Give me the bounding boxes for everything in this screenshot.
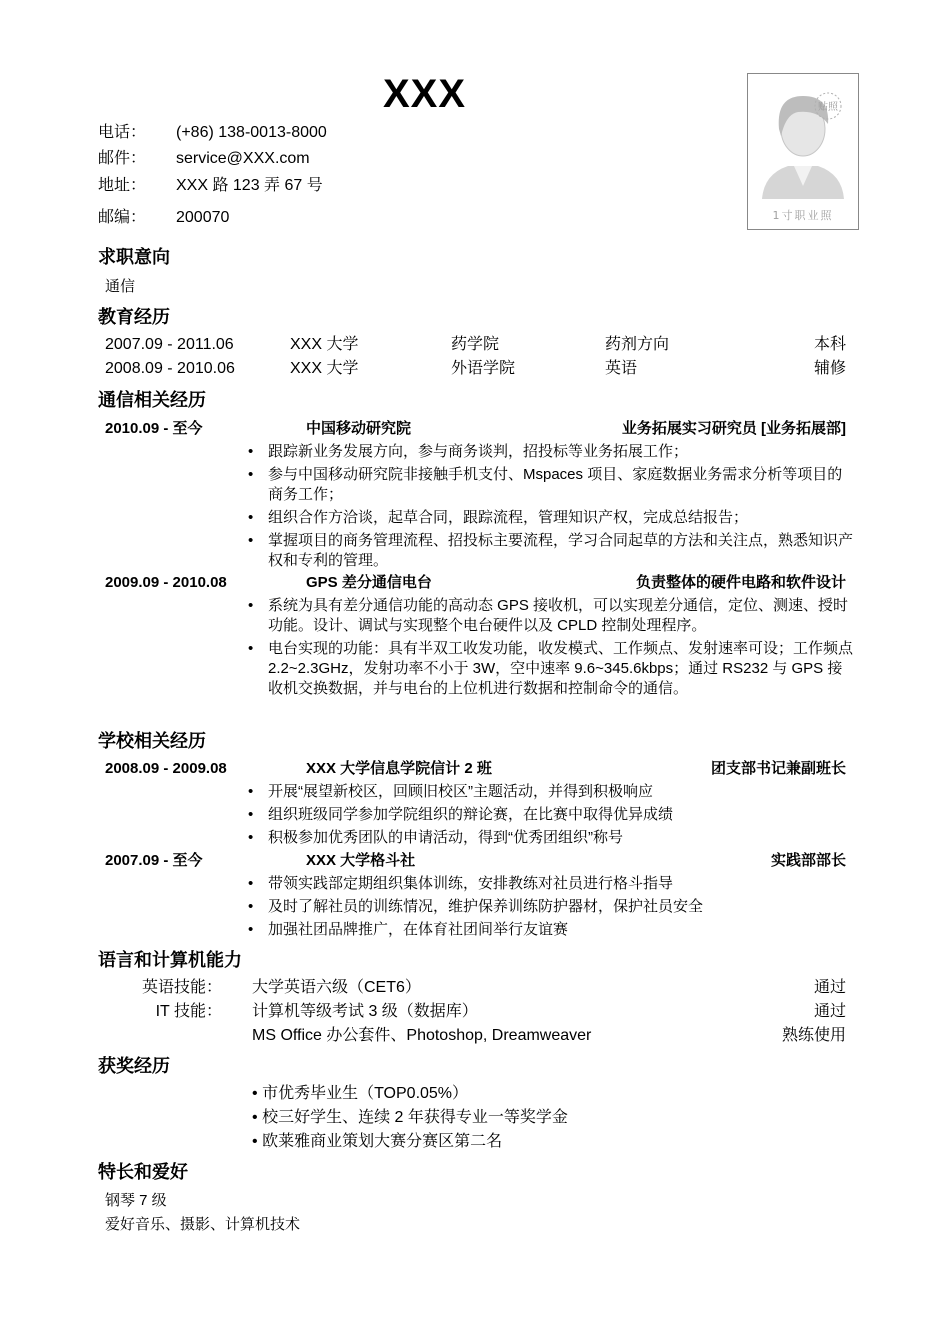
experience-role: 团支部书记兼副班长 [710, 760, 846, 777]
section-title-hobbies: 特长和爱好 [98, 1162, 188, 1182]
education-date: 2007.09 - 2011.06 [105, 336, 234, 353]
experience-role: 业务拓展实习研究员 [业务拓展部] [621, 420, 846, 437]
experience-bullet-list [248, 442, 854, 574]
hobby-item: 钢琴 7 级 [105, 1192, 167, 1209]
award-item: • 市优秀毕业生（TOP0.05%） [252, 1085, 469, 1102]
section-title-education: 教育经历 [98, 307, 170, 327]
contact-address-value: XXX 路 123 弄 67 号 [176, 177, 323, 194]
education-degree: 辅修 [813, 360, 846, 377]
objective-text: 通信 [105, 278, 136, 295]
skill-item: 计算机等级考试 3 级（数据库） [252, 1003, 478, 1020]
education-college: 药学院 [451, 336, 500, 353]
skill-level: 熟练使用 [781, 1027, 846, 1044]
skill-label: 英语技能： [141, 979, 222, 996]
list-item: • 加强社团品牌推广，在体育社团间举行友谊赛 [248, 921, 569, 938]
skill-label: IT 技能： [155, 1003, 222, 1020]
photo-stamp: 贴照 [818, 102, 838, 113]
skill-item: MS Office 办公套件、Photoshop, Dreamweaver [252, 1027, 592, 1044]
photo-placeholder [747, 73, 859, 230]
list-item: • 电台实现的功能：具有半双工收发功能，收发模式、工作频点、发射速率可设；工作频点 2.2~2.3GHz，发射功率不小于 3W，空中速率 9.6~345.6kbps；通过 RS232 与 GPS 接收机交换数据，并与电台的上位机进行数据和控制命令的通信。 [248, 640, 854, 697]
experience-org: XXX 大学格斗社 [306, 852, 416, 869]
education-school: XXX 大学 [290, 336, 359, 353]
education-college: 外语学院 [451, 360, 516, 377]
experience-org: 中国移动研究院 [306, 420, 412, 437]
education-date: 2008.09 - 2010.06 [105, 360, 235, 377]
experience-bullet-list [248, 782, 854, 851]
list-item: • 跟踪新业务发展方向，参与商务谈判，招投标等业务拓展工作； [248, 443, 689, 460]
experience-bullet-list [248, 596, 854, 702]
section-title-objective: 求职意向 [98, 247, 170, 267]
education-degree: 本科 [813, 336, 846, 353]
list-item: • 组织班级同学参加学院组织的辩论赛，在比赛中取得优异成绩 [248, 806, 674, 823]
contact-phone-value: (+86) 138-0013-8000 [176, 124, 327, 141]
skill-item: 大学英语六级（CET6） [252, 979, 421, 996]
experience-date: 2010.09 - 至今 [105, 420, 203, 437]
section-title-skills: 语言和计算机能力 [98, 950, 242, 970]
education-school: XXX 大学 [290, 360, 359, 377]
list-item: • 开展“展望新校区，回顾旧校区”主题活动，并得到积极响应 [248, 783, 653, 800]
experience-bullet-list [248, 874, 854, 943]
list-item: • 带领实践部定期组织集体训练，安排教练对社员进行格斗指导 [248, 875, 674, 892]
list-item: • 及时了解社员的训练情况，维护保养训练防护器材，保护社员安全 [248, 898, 704, 915]
experience-date: 2009.09 - 2010.08 [105, 574, 227, 591]
list-item: • 掌握项目的商务管理流程、招投标主要流程，学习合同起草的方法和关注点，熟悉知识产权和专利的管理。 [248, 532, 854, 569]
experience-date: 2007.09 - 至今 [105, 852, 203, 869]
list-item: • 组织合作方洽谈，起草合同，跟踪流程，管理知识产权，完成总结报告； [248, 509, 749, 526]
skill-level: 通过 [813, 1003, 846, 1020]
contact-email-label: 邮件： [98, 150, 147, 167]
hobby-item: 爱好音乐、摄影、计算机技术 [105, 1216, 301, 1233]
section-title-awards: 获奖经历 [98, 1056, 170, 1076]
experience-role: 负责整体的硬件电路和软件设计 [635, 574, 846, 591]
photo-caption: 1寸职业照 [772, 209, 834, 222]
education-major: 药剂方向 [605, 336, 670, 353]
list-item: • 系统为具有差分通信功能的高动态 GPS 接收机，可以实现差分通信，定位、测速、授时功能。设计、调试与实现整个电台硬件以及 CPLD 控制处理程序。 [248, 597, 849, 634]
contact-address-label: 地址： [98, 177, 147, 194]
section-title-telecom: 通信相关经历 [98, 390, 206, 410]
experience-role: 实践部部长 [770, 852, 846, 869]
award-item: • 校三好学生、连续 2 年获得专业一等奖学金 [252, 1109, 568, 1126]
list-item: • 积极参加优秀团队的申请活动，得到“优秀团组织”称号 [248, 829, 623, 846]
experience-date: 2008.09 - 2009.08 [105, 760, 227, 777]
experience-org: GPS 差分通信电台 [306, 574, 432, 591]
contact-zip-label: 邮编： [98, 209, 147, 226]
list-item: • 参与中国移动研究院非接触手机支付、Mspaces 项目、家庭数据业务需求分析等项目的商务工作； [248, 466, 843, 503]
experience-org: XXX 大学信息学院信计 2 班 [306, 760, 492, 777]
education-major: 英语 [605, 360, 638, 377]
resume-name: XXX [383, 72, 467, 116]
person-silhouette-icon [748, 74, 858, 229]
contact-phone-label: 电话： [98, 124, 147, 141]
section-title-school: 学校相关经历 [98, 731, 206, 751]
skill-level: 通过 [813, 979, 846, 996]
contact-email-value: service@XXX.com [176, 150, 310, 167]
contact-zip-value: 200070 [176, 209, 230, 226]
award-item: • 欧莱雅商业策划大赛分赛区第二名 [252, 1133, 503, 1150]
